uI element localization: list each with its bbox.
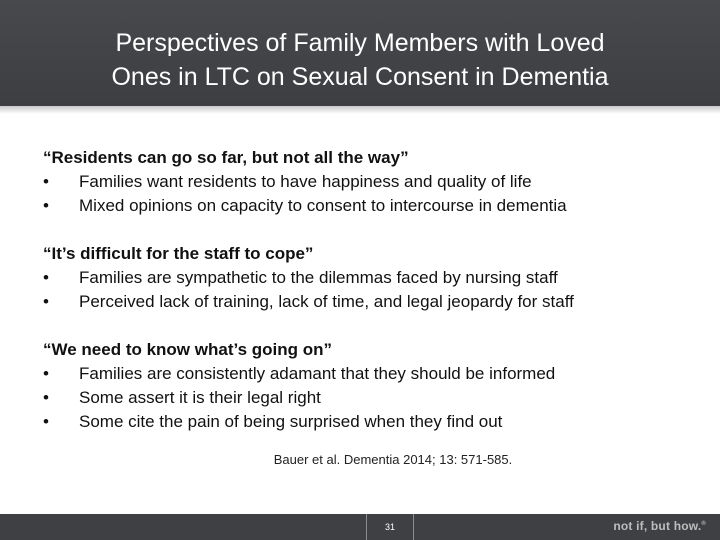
bullet-text: Some cite the pain of being surprised when they find out	[79, 412, 503, 431]
section-heading: “Residents can go so far, but not all the way”	[43, 148, 409, 167]
bullet-icon: •	[43, 292, 49, 311]
list-item	[43, 170, 703, 194]
list-item	[43, 290, 703, 314]
slide-body	[43, 146, 703, 458]
footer-bar	[0, 514, 720, 540]
bullet-icon: •	[43, 172, 49, 191]
list-item	[43, 410, 703, 434]
list-item	[43, 362, 703, 386]
section-staff	[43, 242, 703, 314]
section-heading: “It’s difficult for the staff to cope”	[43, 244, 314, 263]
bullet-text: Families want residents to have happiness and quality of life	[79, 172, 532, 191]
bullet-text: Families are consistently adamant that they should be informed	[79, 364, 556, 383]
bullet-icon: •	[43, 388, 49, 407]
bullet-icon: •	[43, 268, 49, 287]
title-bar-shadow	[0, 106, 720, 114]
bullet-text: Perceived lack of training, lack of time, and legal jeopardy for staff	[79, 292, 574, 311]
section-heading: “We need to know what’s going on”	[43, 340, 332, 359]
section-residents	[43, 146, 703, 218]
slide-title	[0, 26, 720, 94]
list-item	[43, 386, 703, 410]
brand-logo-text: not if, but how.	[613, 519, 702, 533]
registered-mark-icon: ®	[701, 521, 706, 527]
bullet-icon: •	[43, 412, 49, 431]
list-item	[43, 194, 703, 218]
brand-logo	[613, 519, 706, 533]
list-item	[43, 266, 703, 290]
bullet-text: Mixed opinions on capacity to consent to intercourse in dementia	[79, 196, 567, 215]
page-number: 31	[366, 514, 414, 540]
citation: Bauer et al. Dementia 2014; 13: 571-585.	[273, 452, 513, 467]
bullet-icon: •	[43, 196, 49, 215]
title-bar	[0, 0, 720, 106]
bullet-icon: •	[43, 364, 49, 383]
section-informed	[43, 338, 703, 434]
bullet-text: Families are sympathetic to the dilemmas faced by nursing staff	[79, 268, 558, 287]
bullet-text: Some assert it is their legal right	[79, 388, 321, 407]
slide-title-line-1: Perspectives of Family Members with Loved	[115, 29, 605, 57]
slide-title-line-2: Ones in LTC on Sexual Consent in Dementia	[111, 63, 609, 91]
